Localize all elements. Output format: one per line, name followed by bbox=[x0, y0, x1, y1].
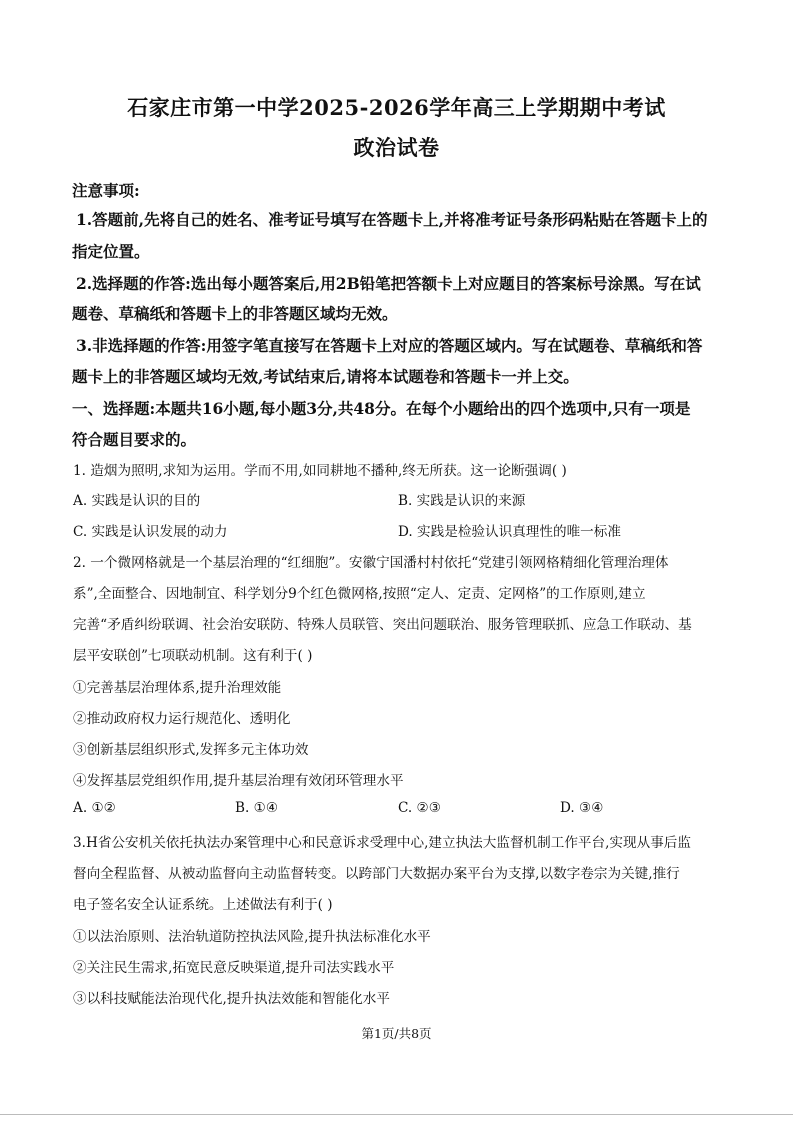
q2-option-a: A. ①② bbox=[73, 800, 116, 816]
q2-statement-1: ①完善基层治理体系,提升治理效能 bbox=[73, 680, 282, 696]
q2-statement-3: ③创新基层组织形式,发挥多元主体功效 bbox=[73, 742, 309, 758]
q1-option-a: A. 实践是认识的目的 bbox=[73, 493, 201, 509]
q2-statement-2: ②推动政府权力运行规范化、透明化 bbox=[73, 711, 291, 727]
q1-option-d: D. 实践是检验认识真理性的唯一标准 bbox=[398, 524, 621, 540]
q3-statement-3: ③以科技赋能法治现代化,提升执法效能和智能化水平 bbox=[73, 991, 390, 1007]
q2-stem-line-4: 层平安联创”七项联动机制。这有利于( ) bbox=[73, 648, 313, 664]
q3-statement-1: ①以法治原则、法治轨道防控执法风险,提升执法标准化水平 bbox=[73, 929, 431, 945]
section-1-heading-line-1: 一、选择题:本题共16小题,每小题3分,共48分。在每个小题给出的四个选项中,只有一项是 bbox=[72, 399, 691, 418]
q2-option-d: D. ③④ bbox=[560, 800, 604, 816]
page-number: 第1页/共8页 bbox=[361, 1026, 432, 1041]
q3-statement-2: ②关注民生需求,拓宽民意反映渠道,提升司法实践水平 bbox=[73, 960, 395, 976]
q2-stem-line-1: 2. 一个微网格就是一个基层治理的“红细胞”。安徽宁国潘村村依托“党建引领网格精细化管理治理体 bbox=[73, 555, 669, 571]
notice-item-2-line-2: 题卷、草稿纸和答题卡上的非答题区域均无效。 bbox=[72, 304, 398, 323]
q3-stem-line-2: 督向全程监督、从被动监督向主动监督转变。以跨部门大数据办案平台为支撑,以数字卷宗为关键,推行 bbox=[73, 866, 680, 882]
q2-option-b: B. ①④ bbox=[235, 800, 279, 816]
q1-option-c: C. 实践是认识发展的动力 bbox=[73, 524, 228, 540]
q1-option-b: B. 实践是认识的来源 bbox=[398, 493, 526, 509]
exam-title: 石家庄市第一中学2025-2026学年高三上学期期中考试 bbox=[127, 95, 666, 120]
section-1-heading-line-2: 符合题目要求的。 bbox=[72, 430, 197, 449]
q2-stem-line-3: 完善“矛盾纠纷联调、社会治安联防、特殊人员联管、突出问题联治、服务管理联抓、应急工作联动、基 bbox=[73, 617, 692, 633]
q2-option-c: C. ②③ bbox=[398, 800, 441, 816]
notice-item-3-line-1: 3.非选择题的作答:用签字笔直接写在答题卡上对应的答题区域内。写在试题卷、草稿纸和答 bbox=[76, 336, 703, 355]
q2-stem-line-2: 系”,全面整合、因地制宜、科学划分9个红色微网格,按照“定人、定责、定网格”的工作原则,建立 bbox=[73, 586, 646, 602]
notice-item-1-line-2: 指定位置。 bbox=[72, 242, 150, 261]
notice-item-3-line-2: 题卡上的非答题区域均无效,考试结束后,请将本试题卷和答题卡一并上交。 bbox=[72, 367, 579, 386]
bottom-divider bbox=[0, 1114, 793, 1115]
q1-stem: 1. 造烟为照明,求知为运用。学而不用,如同耕地不播种,终无所获。这一论断强调( ) bbox=[73, 463, 567, 479]
notice-item-1-line-1: 1.答题前,先将自己的姓名、准考证号填写在答题卡上,并将准考证号条形码粘贴在答题卡上的 bbox=[76, 210, 708, 229]
notice-item-2-line-1: 2.选择题的作答:选出每小题答案后,用2B铅笔把答额卡上对应题目的答案标号涂黑。写在试 bbox=[76, 274, 701, 293]
q3-stem-line-3: 电子签名安全认证系统。上述做法有利于( ) bbox=[73, 897, 333, 913]
notice-heading: 注意事项: bbox=[72, 181, 140, 200]
exam-subject: 政治试卷 bbox=[353, 135, 440, 160]
q3-stem-line-1: 3.H省公安机关依托执法办案管理中心和民意诉求受理中心,建立执法大监督机制工作平台,实现从事后监 bbox=[73, 835, 691, 851]
q2-statement-4: ④发挥基层党组织作用,提升基层治理有效闭环管理水平 bbox=[73, 773, 404, 789]
